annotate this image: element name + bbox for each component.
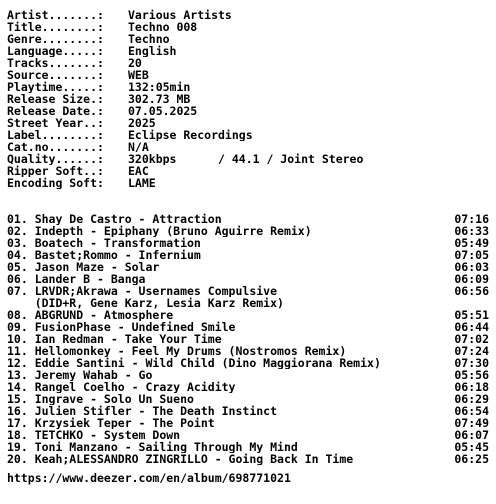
- meta-line: [7, 141, 489, 153]
- track-duration: 06:07: [454, 428, 489, 442]
- track-duration: 06:54: [454, 404, 489, 418]
- track-row: [7, 453, 489, 465]
- track-row: [7, 405, 489, 417]
- track-title: 02. Indepth - Epiphany (Bruno Aguirre Remix): [7, 225, 312, 237]
- meta-value: 320kbps / 44.1 / Joint Stereo: [128, 153, 364, 165]
- metadata-block: [7, 9, 489, 189]
- track-duration: 07:30: [454, 356, 489, 370]
- track-row: [7, 213, 489, 225]
- track-title: (DID+R, Gene Karz, Lesia Karz Remix): [7, 297, 284, 309]
- meta-line: [7, 57, 489, 69]
- section-gap: [7, 189, 489, 213]
- meta-value: 132:05min: [128, 81, 191, 93]
- meta-key: Label........:: [7, 129, 104, 141]
- album-url-link[interactable]: https://www.deezer.com/en/album/698771021: [7, 471, 291, 485]
- meta-line: [7, 69, 489, 81]
- track-title: 14. Rangel Coelho - Crazy Acidity: [7, 381, 236, 393]
- track-duration: 07:49: [454, 416, 489, 430]
- track-duration: 05:51: [454, 308, 489, 322]
- track-row: [7, 333, 489, 345]
- meta-value: Techno 008: [128, 21, 198, 33]
- meta-key: Title........:: [7, 21, 104, 33]
- meta-key: Encoding Soft:: [7, 177, 104, 189]
- track-duration: 06:03: [454, 260, 489, 274]
- meta-line: [7, 33, 489, 45]
- meta-value: Eclipse Recordings: [128, 129, 253, 141]
- meta-line: [7, 93, 489, 105]
- track-title: 03. Boatech - Transformation: [7, 237, 201, 249]
- track-duration: 06:33: [454, 224, 489, 238]
- track-row: [7, 261, 489, 273]
- track-duration: 06:44: [454, 320, 489, 334]
- meta-line: [7, 9, 489, 21]
- meta-value: LAME: [128, 177, 156, 189]
- track-row: [7, 441, 489, 453]
- meta-key: Playtime.....:: [7, 81, 104, 93]
- track-title: 06. Lander B - Banga: [7, 273, 146, 285]
- meta-value: English: [128, 45, 177, 57]
- nfo-document: [7, 9, 489, 485]
- track-duration: 05:49: [454, 236, 489, 250]
- track-duration: 07:24: [454, 344, 489, 358]
- track-duration: 06:18: [454, 380, 489, 394]
- track-title: 09. FusionPhase - Undefined Smile: [7, 321, 236, 333]
- track-duration: 07:05: [454, 248, 489, 262]
- meta-value: WEB: [128, 69, 149, 81]
- meta-key: Quality......:: [7, 153, 104, 165]
- track-duration: 06:56: [454, 284, 489, 298]
- track-duration: 05:45: [454, 440, 489, 454]
- track-row: [7, 345, 489, 357]
- track-title: 19. Toni Manzano - Sailing Through My Mind: [7, 441, 298, 453]
- track-duration: 07:16: [454, 212, 489, 226]
- meta-key: Cat.no.......:: [7, 141, 104, 153]
- meta-line: [7, 45, 489, 57]
- meta-key: Release Size.:: [7, 93, 104, 105]
- track-title: 13. Jeremy Wahab - Go: [7, 369, 153, 381]
- track-row: [7, 321, 489, 333]
- track-title: 12. Eddie Santini - Wild Child (Dino Maggiorana Remix): [7, 357, 381, 369]
- meta-value: Various Artists: [128, 9, 232, 21]
- track-title: 08. ABGRUND - Atmosphere: [7, 309, 174, 321]
- track-title: 18. TETCHKO - System Down: [7, 429, 181, 441]
- track-row: [7, 249, 489, 261]
- track-row: [7, 429, 489, 441]
- track-title: 16. Julien Stifler - The Death Instinct: [7, 405, 278, 417]
- meta-key: Artist.......:: [7, 9, 104, 21]
- track-row: [7, 357, 489, 369]
- track-title: 11. Hellomonkey - Feel My Drums (Nostromos Remix): [7, 345, 347, 357]
- track-title: 17. Krzysiek Teper - The Point: [7, 417, 215, 429]
- track-row: [7, 285, 489, 297]
- meta-key: Street Year..:: [7, 117, 104, 129]
- track-row: [7, 273, 489, 285]
- track-row: [7, 417, 489, 429]
- track-duration: 05:56: [454, 368, 489, 382]
- track-duration: 06:25: [454, 452, 489, 466]
- meta-key: Release Date.:: [7, 105, 104, 117]
- meta-line: [7, 21, 489, 33]
- track-row: [7, 369, 489, 381]
- track-duration: 06:09: [454, 272, 489, 286]
- meta-value: 2025: [128, 117, 156, 129]
- track-title: 05. Jason Maze - Solar: [7, 261, 160, 273]
- meta-line: [7, 81, 489, 93]
- meta-line: [7, 153, 489, 165]
- track-row: [7, 309, 489, 321]
- meta-key: Tracks.......:: [7, 57, 104, 69]
- track-title: 20. Keah;ALESSANDRO ZINGRILLO - Going Back In Time: [7, 453, 354, 465]
- track-row-continuation: [7, 297, 489, 309]
- meta-value: EAC: [128, 165, 149, 177]
- track-duration: 06:29: [454, 392, 489, 406]
- track-row: [7, 381, 489, 393]
- track-duration: 07:02: [454, 332, 489, 346]
- track-title: 07. LRVDR;Akrawa - Usernames Compulsive: [7, 285, 278, 297]
- meta-key: Genre........:: [7, 33, 104, 45]
- track-title: 04. Bastet;Rommo - Infernium: [7, 249, 201, 261]
- meta-line: [7, 117, 489, 129]
- track-row: [7, 237, 489, 249]
- meta-key: Source.......:: [7, 69, 104, 81]
- track-row: [7, 393, 489, 405]
- meta-value: 07.05.2025: [128, 105, 198, 117]
- meta-line: [7, 165, 489, 177]
- meta-key: Ripper Soft..:: [7, 165, 104, 177]
- meta-value: Techno: [128, 33, 170, 45]
- meta-value: N/A: [128, 141, 149, 153]
- meta-value: 20: [128, 57, 142, 69]
- track-title: 15. Ingrave - Solo Un Sueno: [7, 393, 194, 405]
- tracklist: [7, 213, 489, 465]
- track-title: 10. Ian Redman - Take Your Time: [7, 333, 222, 345]
- meta-line: [7, 105, 489, 117]
- meta-line: [7, 177, 489, 189]
- meta-value: 302.73 MB: [128, 93, 191, 105]
- meta-key: Language.....:: [7, 45, 104, 57]
- track-title: 01. Shay De Castro - Attraction: [7, 213, 222, 225]
- meta-line: [7, 129, 489, 141]
- track-row: [7, 225, 489, 237]
